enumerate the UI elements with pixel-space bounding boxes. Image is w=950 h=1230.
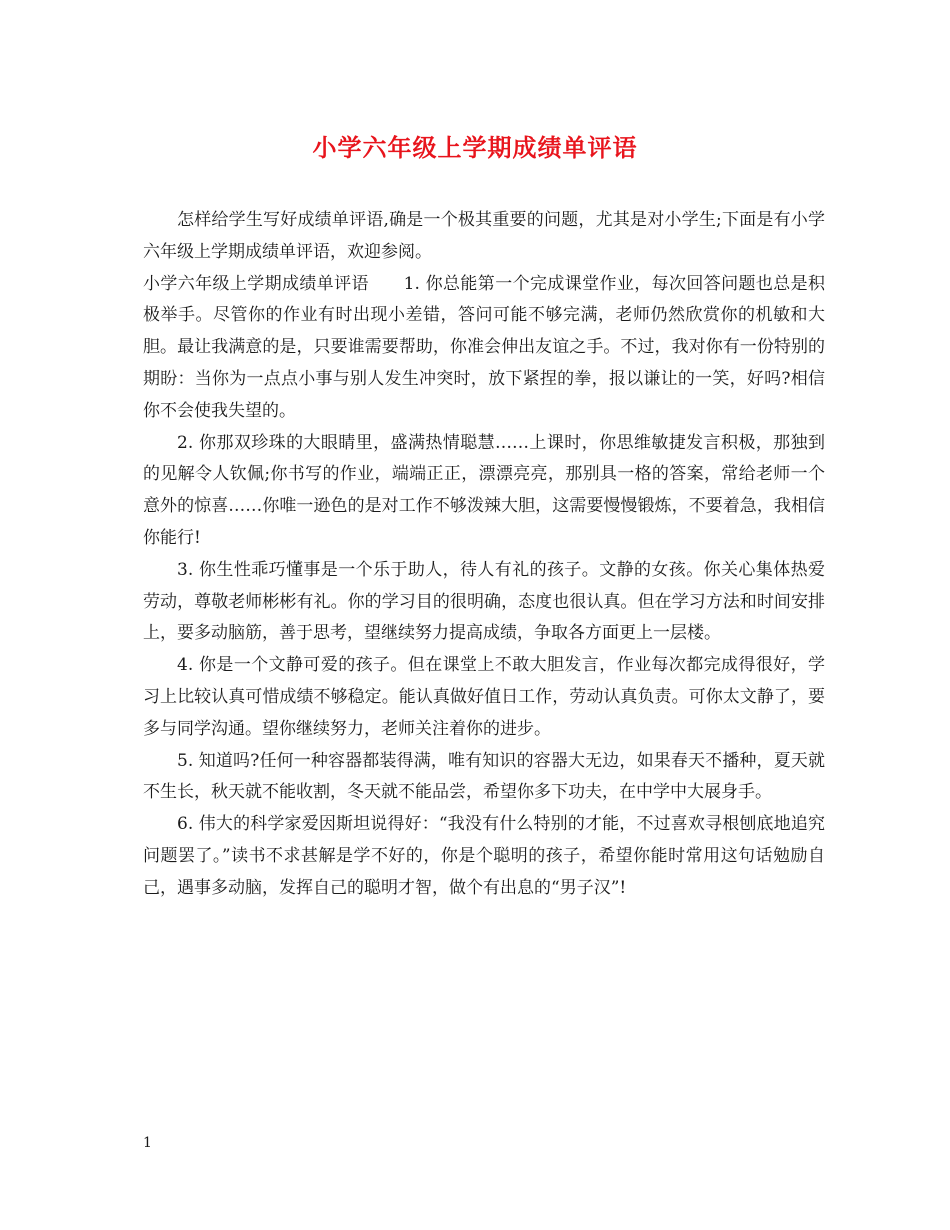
intro-paragraph: 怎样给学生写好成绩单评语,确是一个极其重要的问题，尤其是对小学生;下面是有小学六年级上学期成绩单评语，欢迎参阅。 (143, 210, 825, 262)
document-body (143, 205, 825, 905)
comment-paragraph-3: 3. 你生性乖巧懂事是一个乐于助人，待人有礼的孩子。文静的女孩。你关心集体热爱劳动，尊敬老师彬彬有礼。你的学习目的很明确，态度也很认真。但在学习方法和时间安排上，要多动脑筋，善于思考，望继续努力提高成绩，争取各方面更上一层楼。 (143, 559, 825, 644)
document-title: 小学六年级上学期成绩单评语 (312, 133, 638, 162)
comment-paragraph-4: 4. 你是一个文静可爱的孩子。但在课堂上不敢大胆发言，作业每次都完成得很好，学习上比较认真可惜成绩不够稳定。能认真做好值日工作，劳动认真负责。可你太文静了，要多与同学沟通。望你继续努力，老师关注着你的进步。 (143, 655, 825, 739)
comment-paragraph-2: 2. 你那双珍珠的大眼睛里，盛满热情聪慧……上课时，你思维敏捷发言积极，那独到的见解令人钦佩;你书写的作业，端端正正，漂漂亮亮，那别具一格的答案，常给老师一个意外的惊喜……你唯一逊色的是对工作不够泼辣大胆，这需要慢慢锻炼，不要着急，我相信你能行! (143, 432, 825, 548)
page-number: 1 (143, 1135, 152, 1151)
comment-paragraph-5: 5. 知道吗?任何一种容器都装得满，唯有知识的容器大无边，如果春天不播种，夏天就不生长，秋天就不能收割，冬天就不能品尝，希望你多下功夫，在中学中大展身手。 (143, 750, 825, 803)
comment-paragraph-6: 6. 伟大的科学家爱因斯坦说得好：“我没有什么特别的才能，不过喜欢寻根刨底地追究问题罢了。”读书不求甚解是学不好的，你是个聪明的孩子，希望你能时常用这句话勉励自己，遇事多动脑，发挥自己的聪明才智，做个有出息的“男子汉”! (143, 814, 825, 898)
comment-paragraph-1: 小学六年级上学期成绩单评语 1. 你总能第一个完成课堂作业，每次回答问题也总是积极举手。尽管你的作业有时出现小差错，答问可能不够完满，老师仍然欣赏你的机敏和大胆。最让我满意的是，只要谁需要帮助，你准会伸出友谊之手。不过，我对你有一份特别的期盼：当你为一点点小事与别人发生冲突时，放下紧捏的拳，报以谦让的一笑，好吗?相信你不会使我失望的。 (143, 273, 825, 421)
